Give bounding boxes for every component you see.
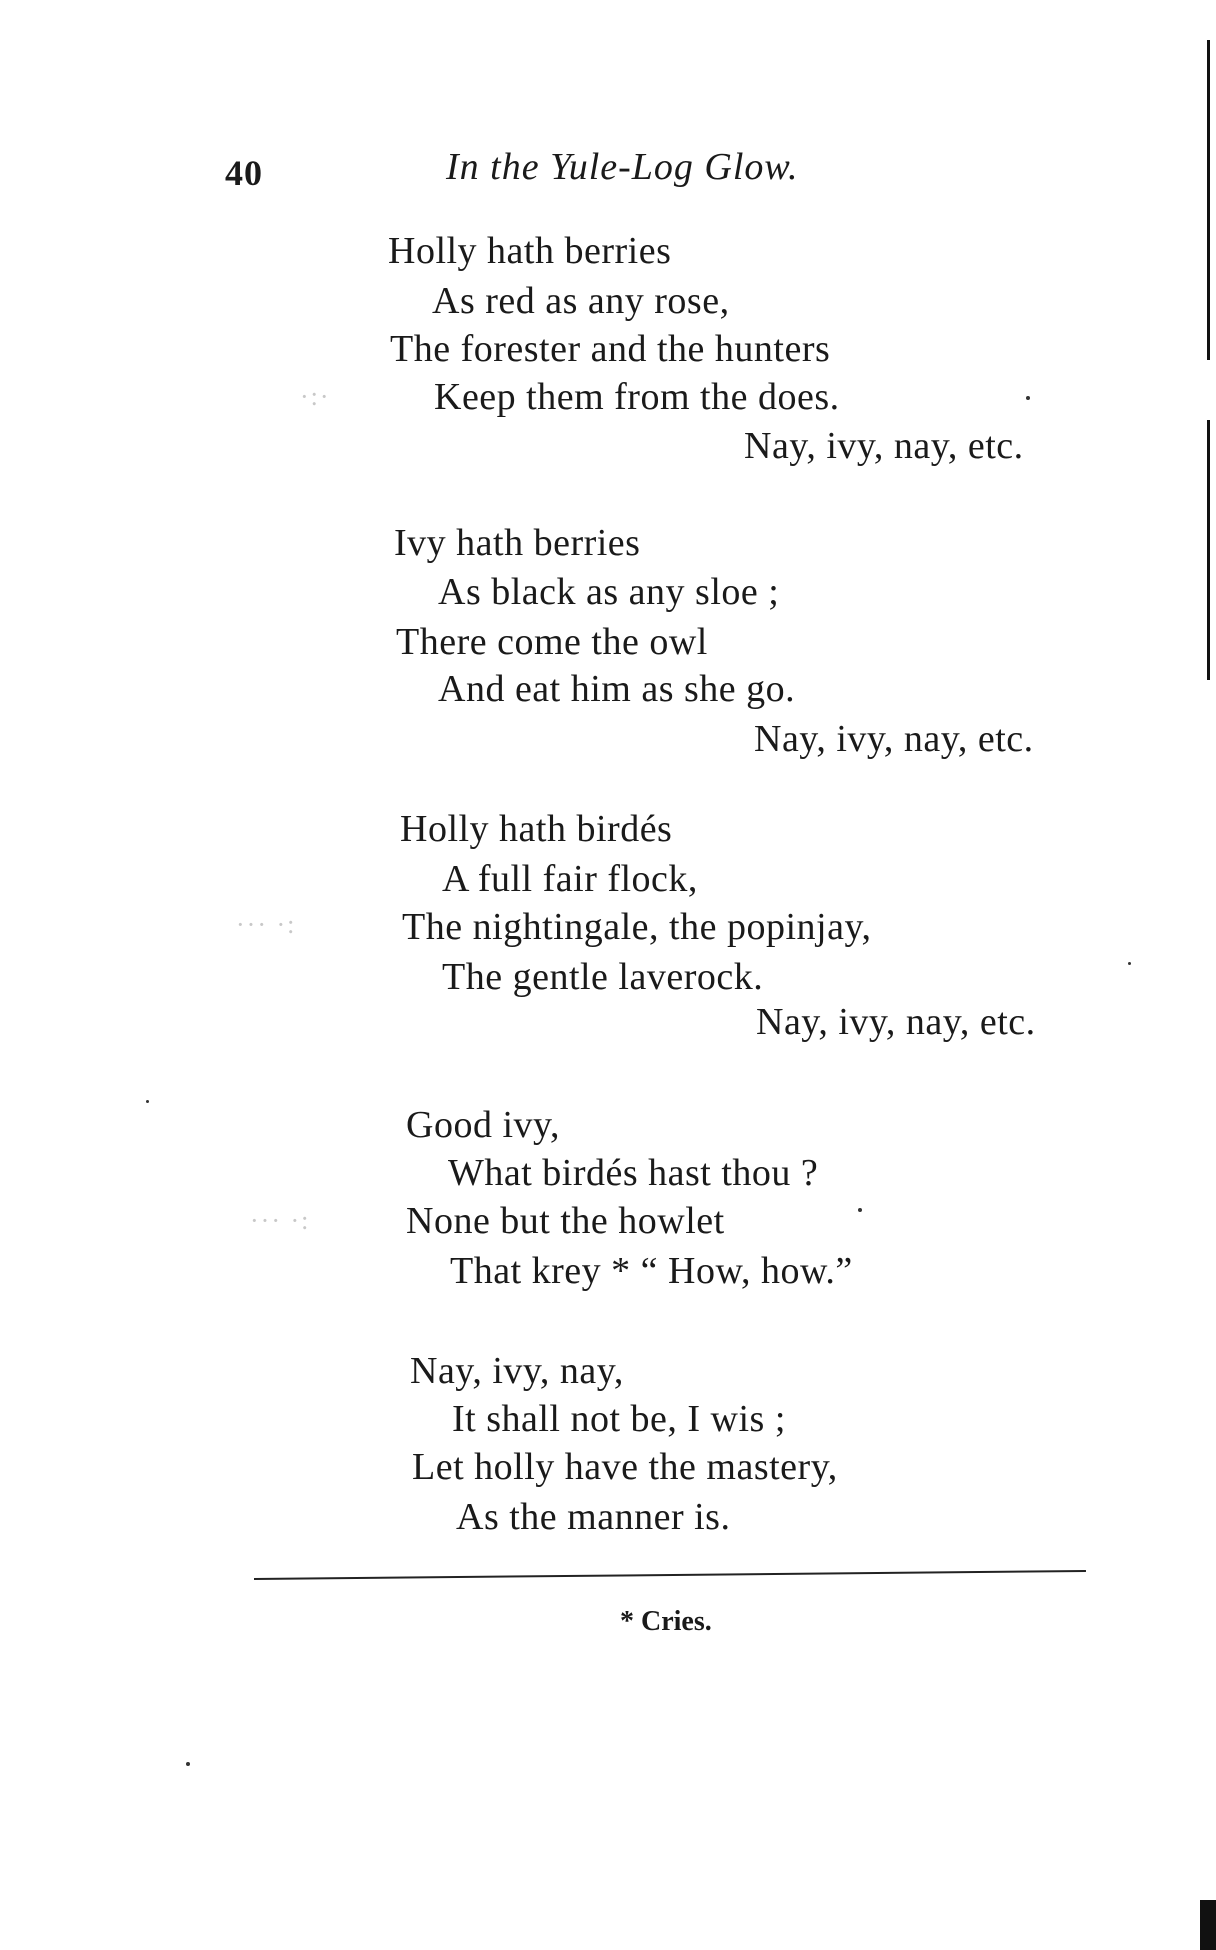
poem-line: As black as any sloe ;	[438, 571, 780, 613]
page-number: 40	[225, 153, 263, 193]
footnote-rule	[254, 1570, 1086, 1580]
paper-speck	[1128, 962, 1131, 965]
refrain-line: Nay, ivy, nay, etc.	[756, 1001, 1036, 1043]
poem-line: None but the howlet	[406, 1200, 725, 1242]
poem-line: What birdés hast thou ?	[448, 1152, 819, 1194]
scan-corner-mark	[1200, 1900, 1216, 1950]
poem-line: Good ivy,	[406, 1104, 561, 1146]
poem-line: That krey * “ How, how.”	[450, 1250, 853, 1292]
poem-line: Keep them from the does.	[434, 376, 840, 418]
poem-line: The forester and the hunters	[390, 328, 831, 370]
poem-line: As the manner is.	[456, 1496, 731, 1538]
poem-line: As red as any rose,	[432, 280, 730, 322]
paper-speck	[1026, 396, 1030, 400]
paper-speck	[186, 1762, 190, 1766]
bleed-through-mark: ··· ·:	[250, 1206, 311, 1235]
running-title: In the Yule-Log Glow.	[446, 146, 799, 188]
paper-speck	[146, 1100, 149, 1103]
poem-line: Nay, ivy, nay,	[410, 1350, 624, 1392]
page-edge-shadow	[1207, 40, 1210, 360]
bleed-through-mark: ··· ·:	[236, 910, 297, 939]
poem-line: It shall not be, I wis ;	[452, 1398, 786, 1440]
refrain-line: Nay, ivy, nay, etc.	[744, 425, 1024, 467]
refrain-line: Nay, ivy, nay, etc.	[754, 718, 1034, 760]
footnote: * Cries.	[620, 1606, 712, 1637]
poem-line: And eat him as she go.	[438, 668, 796, 710]
poem-line: The gentle laverock.	[442, 956, 764, 998]
poem-line: Holly hath berries	[388, 230, 672, 272]
bleed-through-mark: ·:·	[300, 382, 331, 411]
poem-line: There come the owl	[396, 621, 708, 663]
paper-speck	[858, 1208, 862, 1212]
poem-line: A full fair flock,	[442, 858, 698, 900]
poem-line: Ivy hath berries	[394, 522, 641, 564]
poem-line: Let holly have the mastery,	[412, 1446, 838, 1488]
poem-line: Holly hath birdés	[400, 808, 673, 850]
page-edge-shadow	[1207, 420, 1210, 680]
poem-line: The nightingale, the popinjay,	[402, 906, 872, 948]
